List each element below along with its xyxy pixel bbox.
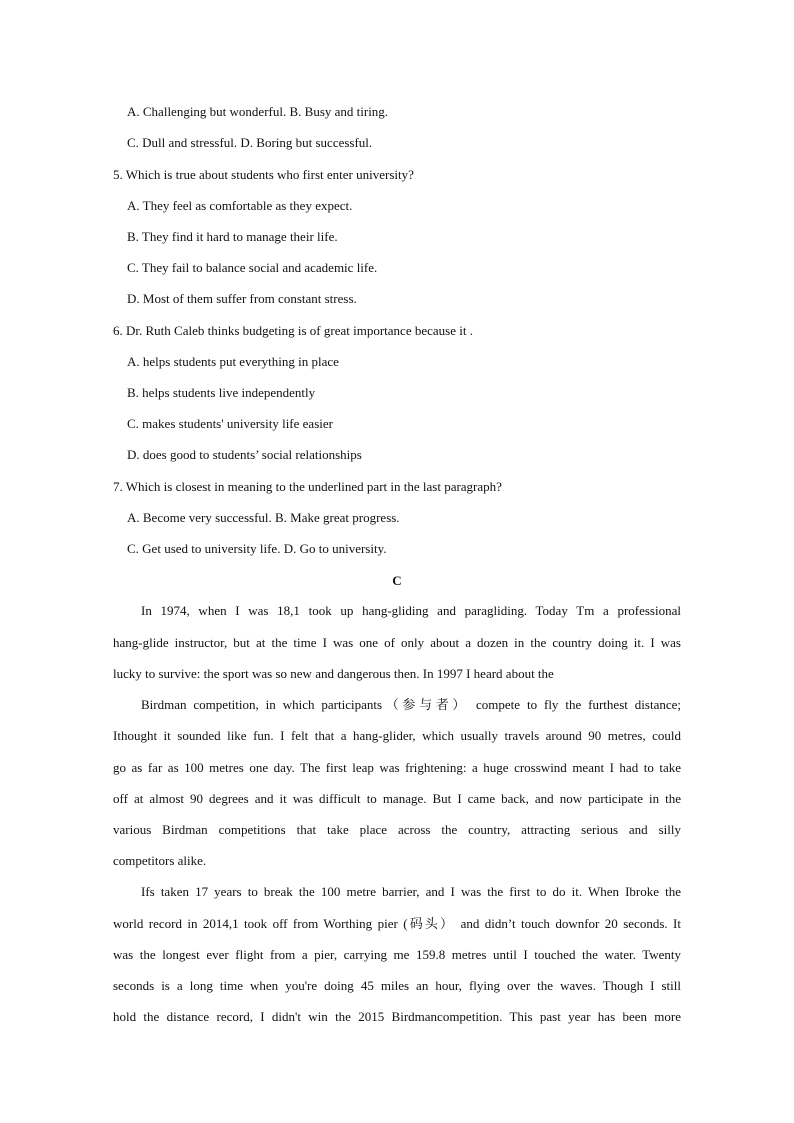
- paragraph-1-line-1: In 1974, when I was 18,1 took up hang-gliding and paragliding. Today Tm a professional: [141, 603, 681, 618]
- q4-options-line-2: C. Dull and stressful. D. Boring but successful.: [127, 135, 373, 150]
- q6-option-d: D. does good to students’ social relationships: [127, 447, 362, 462]
- paragraph-2-line-6: competitors alike.: [113, 853, 207, 868]
- q6-option-a: A. helps students put everything in place: [127, 354, 339, 369]
- question-7: 7. Which is closest in meaning to the underlined part in the last paragraph?: [113, 479, 502, 494]
- q6-option-b: B. helps students live independently: [127, 385, 316, 400]
- paragraph-3-line-1: Ifs taken 17 years to break the 100 metre barrier, and I was the first to do it. When Ibroke the: [141, 884, 681, 899]
- paragraph-1-line-2: hang-glide instructor, but at the time I was one of only about a dozen in the country doing it. I was: [113, 635, 681, 650]
- paragraph-2-line-4: off at almost 90 degrees and it was difficult to manage. But I came back, and now participate in the: [113, 791, 681, 806]
- q5-option-b: B. They find it hard to manage their life.: [127, 229, 338, 244]
- paragraph-2-line-3: go as far as 100 metres one day. The first leap was frightening: a huge crosswind meant I had to take: [113, 760, 681, 775]
- q6-option-c: C. makes students' university life easier: [127, 416, 333, 431]
- q5-option-d: D. Most of them suffer from constant stress.: [127, 291, 357, 306]
- paragraph-3-line-5: hold the distance record, I didn't win the 2015 Birdmancompetition. This past year has been more: [113, 1009, 681, 1024]
- paragraph-2-line-2: Ithought it sounded like fun. I felt that a hang-glider, which usually travels around 90 metres, could: [113, 728, 681, 743]
- paragraph-3-line-3: was the longest ever flight from a pier, carrying me 159.8 metres until I touched the water. Twenty: [113, 947, 681, 962]
- question-5: 5. Which is true about students who first enter university?: [113, 167, 414, 182]
- paragraph-3-line-4: seconds is a long time when you're doing 45 miles an hour, flying over the waves. Though I still: [113, 978, 681, 993]
- question-6: 6. Dr. Ruth Caleb thinks budgeting is of great importance because it .: [113, 323, 473, 338]
- q5-option-c: C. They fail to balance social and academic life.: [127, 260, 378, 275]
- paragraph-2-line-1: Birdman competition, in which participants（参与者） compete to fly the furthest distance;: [141, 697, 681, 712]
- q4-options-line-1: A. Challenging but wonderful. B. Busy and tiring.: [127, 104, 389, 119]
- paragraph-1-line-3: lucky to survive: the sport was so new and dangerous then. In 1997 I heard about the: [113, 666, 554, 681]
- section-heading: C: [392, 573, 402, 588]
- q7-options-line-2: C. Get used to university life. D. Go to university.: [127, 541, 387, 556]
- q7-options-line-1: A. Become very successful. B. Make great progress.: [127, 510, 400, 525]
- q5-option-a: A. They feel as comfortable as they expect.: [127, 198, 353, 213]
- paragraph-3-line-2: world record in 2014,1 took off from Worthing pier (码头） and didn’t touch downfor 20 seconds. It: [113, 916, 681, 931]
- paragraph-2-line-5: various Birdman competitions that take place across the country, attracting serious and silly: [113, 822, 681, 837]
